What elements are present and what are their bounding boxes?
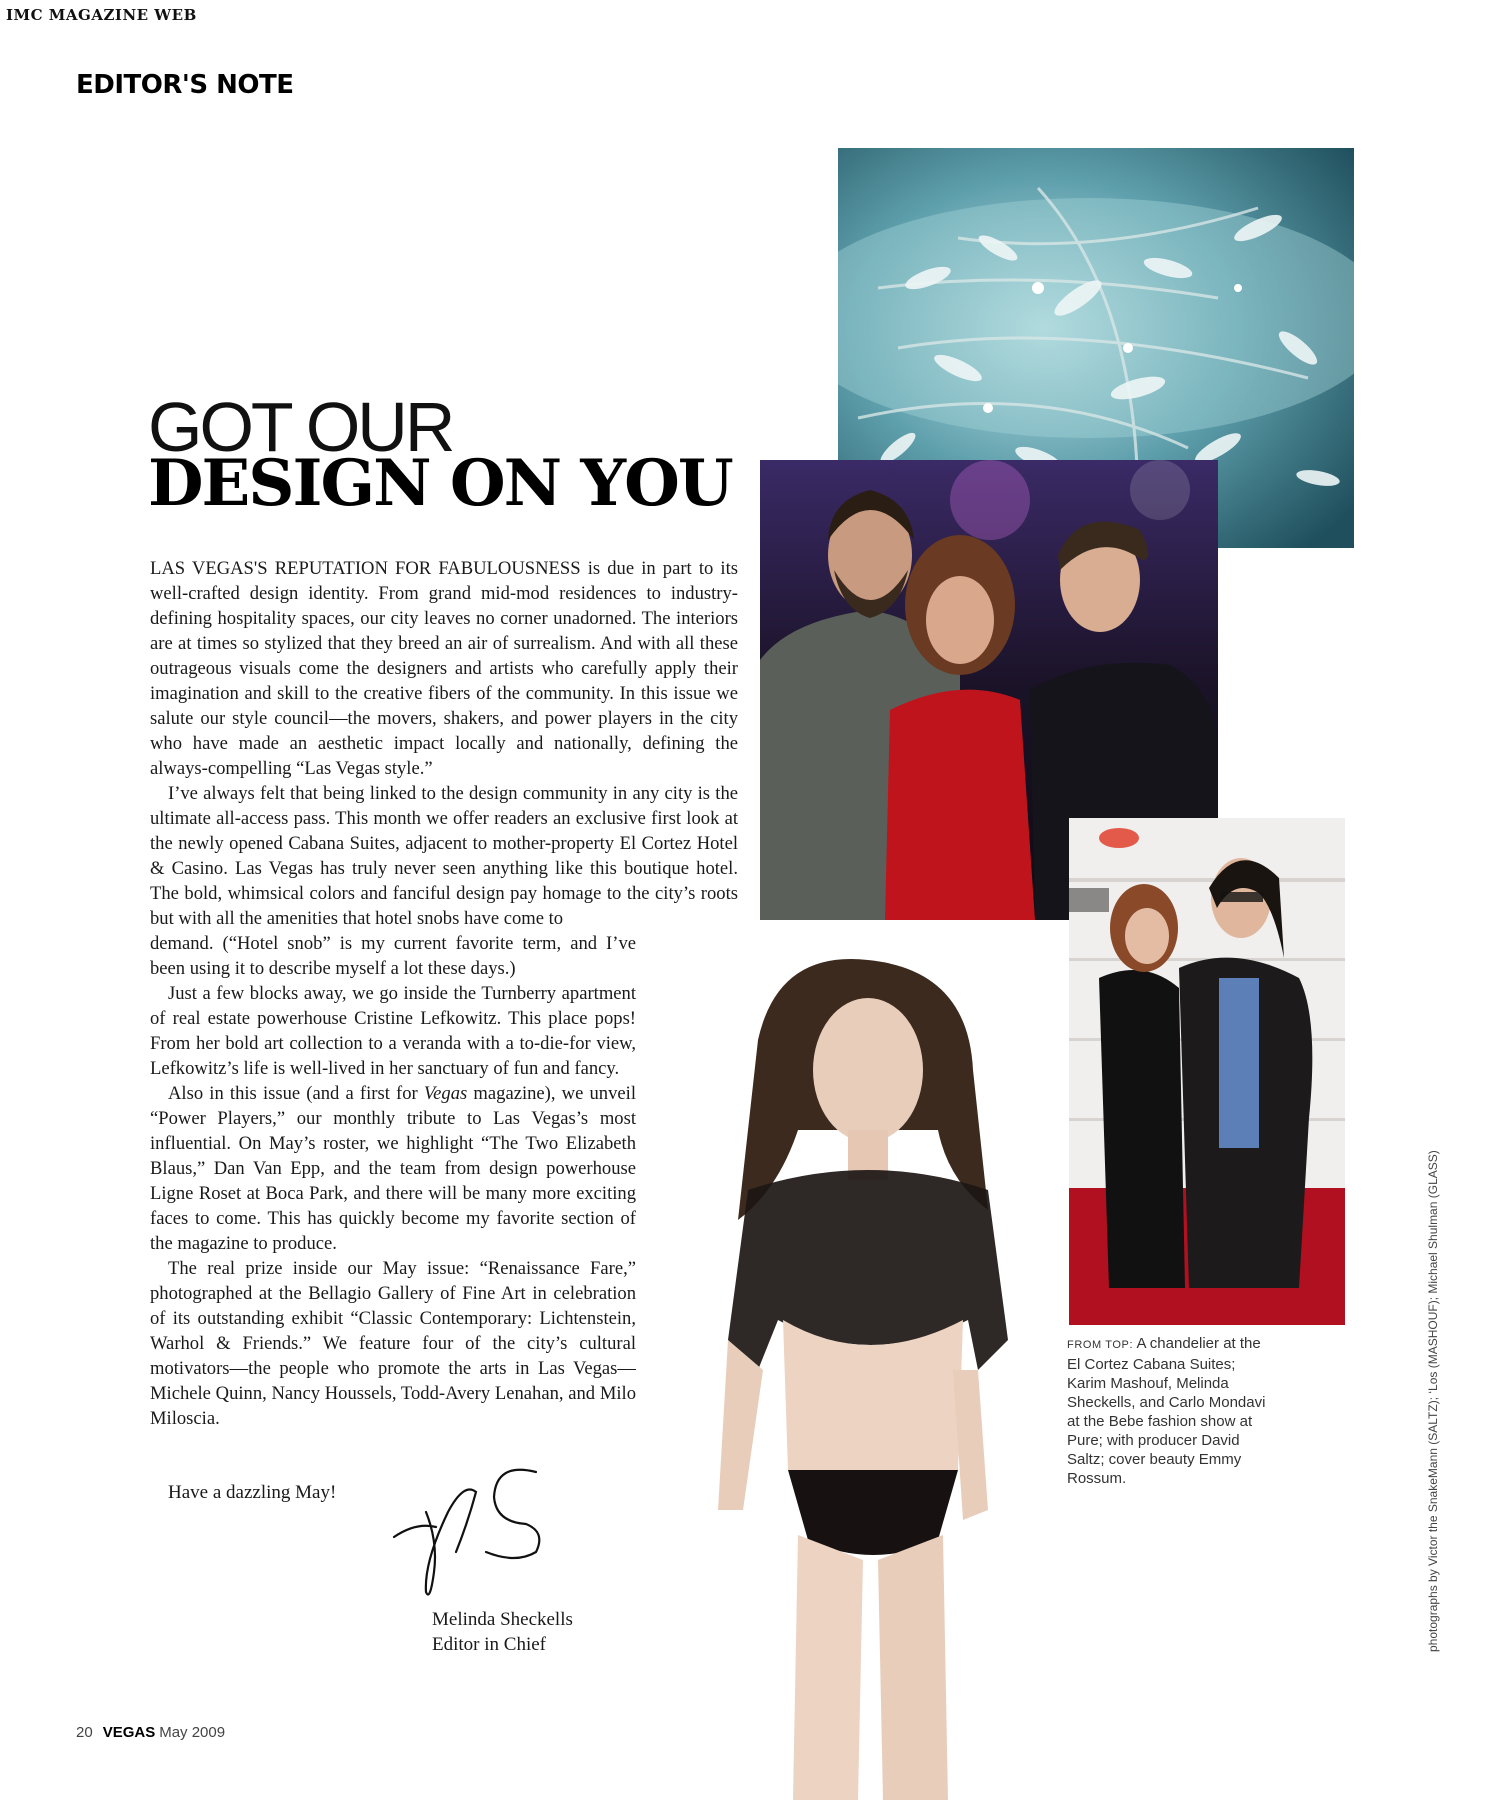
lead-in: LAS VEGAS'S REPUTATION FOR FABULOUSNESS [150,558,581,579]
editor-signature [432,1607,573,1657]
paragraph-3: Just a few blocks away, we go inside the Turnberry apartment of real estate powerhouse Cristine Lefkowitz. This place pops! From her bold art collection to a veranda with a to-die-for view, Lefkowitz’s life is well-lived in her sanctuary of fun and fancy. [150,983,636,1079]
paragraph-4: Also in this issue (and a first for Vegas magazine), we unveil “Power Players,” our monthly tribute to Las Vegas’s most influential. On May’s roster, we highlight “The Two Elizabeth Blaus,” Dan Van Epp, and the team from design powerhouse Ligne Roset at Boca Park, and there will be many more exciting faces to come. This has quickly become my favorite section of the magazine to produce. [150,1083,636,1254]
issue-date: May 2009 [159,1724,226,1741]
editor-title: Editor in Chief [432,1634,546,1655]
paragraph-5: The real prize inside our May issue: “Renaissance Fare,” photographed at the Bellagio Gallery of Fine Art in celebration of its outstanding exhibit “Classic Contemporary: Lichtenstein, Warhol & Friends.” We feature four of the city’s cultural motivators—the people who promote the arts in Las Vegas—Michele Quinn, Nancy Houssels, Todd-Avery Lenahan, and Milo Miloscia. [150,1258,636,1429]
folio [76,1724,225,1741]
paragraph-2-continued: demand. (“Hotel snob” is my current favorite term, and I’ve been using it to describe myself a lot these days.) [150,933,636,979]
cover-model-photo [688,950,1048,1800]
page-number: 20 [76,1724,93,1741]
paragraph-2: I’ve always felt that being linked to the design community in any city is the ultimate all-access pass. This month we offer readers an exclusive first look at the newly opened Cabana Suites, adjacent to mother-property El Cortez Hotel & Casino. Las Vegas has truly never seen anything like this boutique hotel. The bold, whimsical colors and fanciful design pay homage to the city’s roots but with all the amenities that hotel snobs have come to [150,783,738,929]
signoff: Have a dazzling May! [168,1482,337,1503]
photo-credit: photographs by Victor the SnakeMann (SALTZ); ‘Los (MASHOUF); Michael Shulman (GLASS) [1426,1150,1440,1652]
signature-mark [386,1452,566,1607]
headline-line1: GOT OUR [148,388,453,466]
paragraph-1: LAS VEGAS'S REPUTATION FOR FABULOUSNESS is due in part to its well-crafted design identity. From grand mid-mod residences to industry-defining hospitality spaces, our city leaves no corner unadorned. The interiors are at times so stylized that they breed an air of surrealism. And with all these outrageous visuals come the designers and artists who carefully apply their imagination and skill to the creative fibers of the community. In this issue we salute our style council—the movers, shakers, and power players in the city who have made an aesthetic impact locally and nationally, defining the always-compelling “Las Vegas style.” [150,558,738,779]
magazine-name: VEGAS [102,1724,156,1741]
photo-caption [1067,1334,1267,1488]
article-body [150,556,738,1431]
editor-name: Melinda Sheckells [432,1609,573,1630]
red-carpet-photo [1069,818,1345,1325]
headline-line2: DESIGN ON YOU [148,446,732,521]
caption-lead: FROM TOP: [1067,1339,1134,1351]
watermark: IMC MAGAZINE WEB [6,6,197,24]
section-label: EDITOR'S NOTE [76,70,294,100]
caption-text: A chandelier at the El Cortez Cabana Suites; Karim Mashouf, Melinda Sheckells, and Carlo Mondavi at the Bebe fashion show at Pure; with producer David Saltz; cover beauty Emmy Rossum. [1067,1335,1266,1487]
